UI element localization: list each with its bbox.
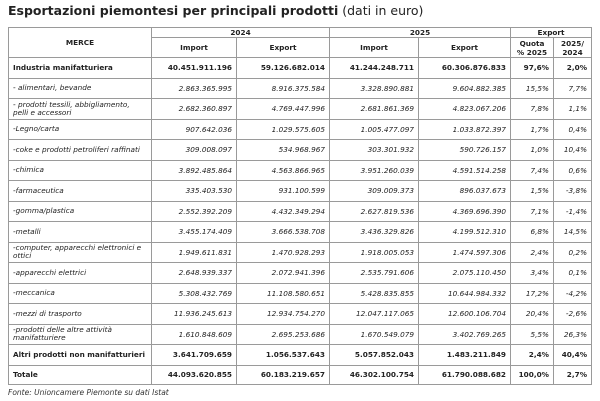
cell-variation: 14,5%: [554, 222, 592, 243]
cell-export-2024: 2.072.941.396: [237, 263, 330, 284]
cell-export-2024: 1.029.575.605: [237, 119, 330, 140]
cell-import-2024: 2.682.360.897: [152, 99, 237, 120]
table-row: [9, 304, 592, 325]
row-label: -computer, apparecchi elettronici e ottici: [9, 242, 152, 263]
cell-variation: 2,7%: [554, 365, 592, 384]
exports-table: [8, 27, 592, 385]
cell-import-2025: 309.009.373: [330, 181, 419, 202]
cell-export-2024: 4.563.866.965: [237, 160, 330, 181]
cell-export-2024: 59.126.682.014: [237, 58, 330, 79]
cell-export-2024: 931.100.599: [237, 181, 330, 202]
cell-quota: 20,4%: [511, 304, 554, 325]
row-label: Totale: [9, 365, 152, 384]
cell-variation: 7,7%: [554, 78, 592, 99]
cell-variation: -2,6%: [554, 304, 592, 325]
cell-import-2024: 40.451.911.196: [152, 58, 237, 79]
cell-import-2025: 1.670.549.079: [330, 324, 419, 345]
cell-export-2024: 534.968.967: [237, 140, 330, 161]
cell-quota: 1,5%: [511, 181, 554, 202]
table-row-total: [9, 365, 592, 384]
col-header-variation: 2025/ 2024: [554, 38, 592, 58]
cell-export-2025: 61.790.088.682: [419, 365, 511, 384]
cell-import-2025: 303.301.932: [330, 140, 419, 161]
cell-quota: 1,0%: [511, 140, 554, 161]
cell-import-2025: 3.436.329.826: [330, 222, 419, 243]
col-header-export-group: Export: [511, 28, 592, 38]
col-header-export-2025: Export: [419, 38, 511, 58]
table-row: [9, 242, 592, 263]
cell-import-2025: 2.681.861.369: [330, 99, 419, 120]
cell-export-2025: 4.591.514.258: [419, 160, 511, 181]
col-header-quota: Quota % 2025: [511, 38, 554, 58]
cell-variation: 0,2%: [554, 242, 592, 263]
row-label: - prodotti tessili, abbigliamento, pelli e accessori: [9, 99, 152, 120]
cell-import-2025: 2.535.791.606: [330, 263, 419, 284]
table-row: [9, 201, 592, 222]
row-label: - alimentari, bevande: [9, 78, 152, 99]
cell-import-2024: 11.936.245.613: [152, 304, 237, 325]
table-row: [9, 119, 592, 140]
cell-export-2024: 4.432.349.294: [237, 201, 330, 222]
cell-import-2024: 1.949.611.831: [152, 242, 237, 263]
cell-export-2025: 9.604.882.385: [419, 78, 511, 99]
col-header-2025: 2025: [330, 28, 511, 38]
cell-variation: 10,4%: [554, 140, 592, 161]
title-unit: (dati in euro): [342, 3, 424, 18]
page-title: [8, 3, 423, 18]
cell-variation: 0,6%: [554, 160, 592, 181]
row-label: -chimica: [9, 160, 152, 181]
row-label: -Legno/carta: [9, 119, 152, 140]
table-row: [9, 99, 592, 120]
cell-import-2024: 3.892.485.864: [152, 160, 237, 181]
cell-variation: -1,4%: [554, 201, 592, 222]
cell-export-2025: 4.823.067.206: [419, 99, 511, 120]
col-header-export-2024: Export: [237, 38, 330, 58]
row-label: -meccanica: [9, 283, 152, 304]
cell-import-2025: 12.047.117.065: [330, 304, 419, 325]
cell-import-2024: 1.610.848.609: [152, 324, 237, 345]
cell-export-2025: 4.199.512.310: [419, 222, 511, 243]
cell-import-2025: 46.302.100.754: [330, 365, 419, 384]
col-header-import-2024: Import: [152, 38, 237, 58]
cell-export-2025: 10.644.984.332: [419, 283, 511, 304]
cell-export-2025: 590.726.157: [419, 140, 511, 161]
cell-variation: 2,0%: [554, 58, 592, 79]
cell-import-2024: 5.308.432.769: [152, 283, 237, 304]
cell-export-2025: 2.075.110.450: [419, 263, 511, 284]
cell-import-2024: 44.093.620.855: [152, 365, 237, 384]
cell-export-2025: 3.402.769.265: [419, 324, 511, 345]
cell-import-2025: 2.627.819.536: [330, 201, 419, 222]
cell-variation: -4,2%: [554, 283, 592, 304]
cell-quota: 5,5%: [511, 324, 554, 345]
cell-export-2024: 1.470.928.293: [237, 242, 330, 263]
col-header-2024: 2024: [152, 28, 330, 38]
cell-quota: 100,0%: [511, 365, 554, 384]
row-label: -coke e prodotti petroliferi raffinati: [9, 140, 152, 161]
source-note: Fonte: Unioncamere Piemonte su dati Istat: [8, 388, 169, 397]
cell-variation: 1,1%: [554, 99, 592, 120]
cell-export-2024: 1.056.537.643: [237, 345, 330, 366]
cell-import-2024: 2.552.392.209: [152, 201, 237, 222]
cell-export-2025: 1.474.597.306: [419, 242, 511, 263]
row-label: -apparecchi elettrici: [9, 263, 152, 284]
cell-quota: 17,2%: [511, 283, 554, 304]
cell-import-2024: 2.863.365.995: [152, 78, 237, 99]
cell-import-2025: 41.244.248.711: [330, 58, 419, 79]
table-row: [9, 263, 592, 284]
cell-export-2025: 12.600.106.704: [419, 304, 511, 325]
cell-variation: 0,1%: [554, 263, 592, 284]
cell-variation: 0,4%: [554, 119, 592, 140]
cell-quota: 7,4%: [511, 160, 554, 181]
cell-export-2025: 896.037.673: [419, 181, 511, 202]
cell-export-2024: 4.769.447.996: [237, 99, 330, 120]
cell-quota: 2,4%: [511, 345, 554, 366]
cell-import-2024: 335.403.530: [152, 181, 237, 202]
cell-variation: 40,4%: [554, 345, 592, 366]
cell-import-2025: 1.918.005.053: [330, 242, 419, 263]
cell-export-2025: 4.369.696.390: [419, 201, 511, 222]
table-row: [9, 160, 592, 181]
cell-export-2024: 12.934.754.270: [237, 304, 330, 325]
row-label: -farmaceutica: [9, 181, 152, 202]
cell-quota: 97,6%: [511, 58, 554, 79]
cell-export-2024: 8.916.375.584: [237, 78, 330, 99]
cell-quota: 3,4%: [511, 263, 554, 284]
cell-quota: 2,4%: [511, 242, 554, 263]
title-main: Esportazioni piemontesi per principali prodotti: [8, 3, 339, 18]
cell-quota: 7,1%: [511, 201, 554, 222]
table-row: [9, 283, 592, 304]
cell-import-2025: 5.428.835.855: [330, 283, 419, 304]
table-row: [9, 324, 592, 345]
table-row: [9, 345, 592, 366]
row-label: -gomma/plastica: [9, 201, 152, 222]
table-row: [9, 140, 592, 161]
cell-import-2024: 3.641.709.659: [152, 345, 237, 366]
cell-import-2025: 5.057.852.043: [330, 345, 419, 366]
cell-export-2024: 60.183.219.657: [237, 365, 330, 384]
table-row: [9, 58, 592, 79]
table-row: [9, 222, 592, 243]
row-label: -mezzi di trasporto: [9, 304, 152, 325]
row-label: Industria manifatturiera: [9, 58, 152, 79]
row-label: -prodotti delle altre attività manifatturiere: [9, 324, 152, 345]
cell-quota: 1,7%: [511, 119, 554, 140]
cell-import-2024: 3.455.174.409: [152, 222, 237, 243]
cell-variation: -3,8%: [554, 181, 592, 202]
cell-import-2025: 3.328.890.881: [330, 78, 419, 99]
cell-export-2024: 11.108.580.651: [237, 283, 330, 304]
col-header-import-2025: Import: [330, 38, 419, 58]
row-label: Altri prodotti non manifatturieri: [9, 345, 152, 366]
cell-import-2025: 1.005.477.097: [330, 119, 419, 140]
cell-quota: 7,8%: [511, 99, 554, 120]
cell-import-2024: 907.642.036: [152, 119, 237, 140]
cell-export-2024: 3.666.538.708: [237, 222, 330, 243]
col-header-merce: MERCE: [9, 28, 152, 58]
cell-quota: 6,8%: [511, 222, 554, 243]
cell-export-2025: 60.306.876.833: [419, 58, 511, 79]
cell-import-2025: 3.951.260.039: [330, 160, 419, 181]
cell-export-2025: 1.483.211.849: [419, 345, 511, 366]
cell-export-2024: 2.695.253.686: [237, 324, 330, 345]
cell-import-2024: 2.648.939.337: [152, 263, 237, 284]
header-row-years: [9, 28, 592, 38]
cell-quota: 15,5%: [511, 78, 554, 99]
cell-import-2024: 309.008.097: [152, 140, 237, 161]
row-label: -metalli: [9, 222, 152, 243]
table-row: [9, 78, 592, 99]
table-row: [9, 181, 592, 202]
cell-variation: 26,3%: [554, 324, 592, 345]
cell-export-2025: 1.033.872.397: [419, 119, 511, 140]
